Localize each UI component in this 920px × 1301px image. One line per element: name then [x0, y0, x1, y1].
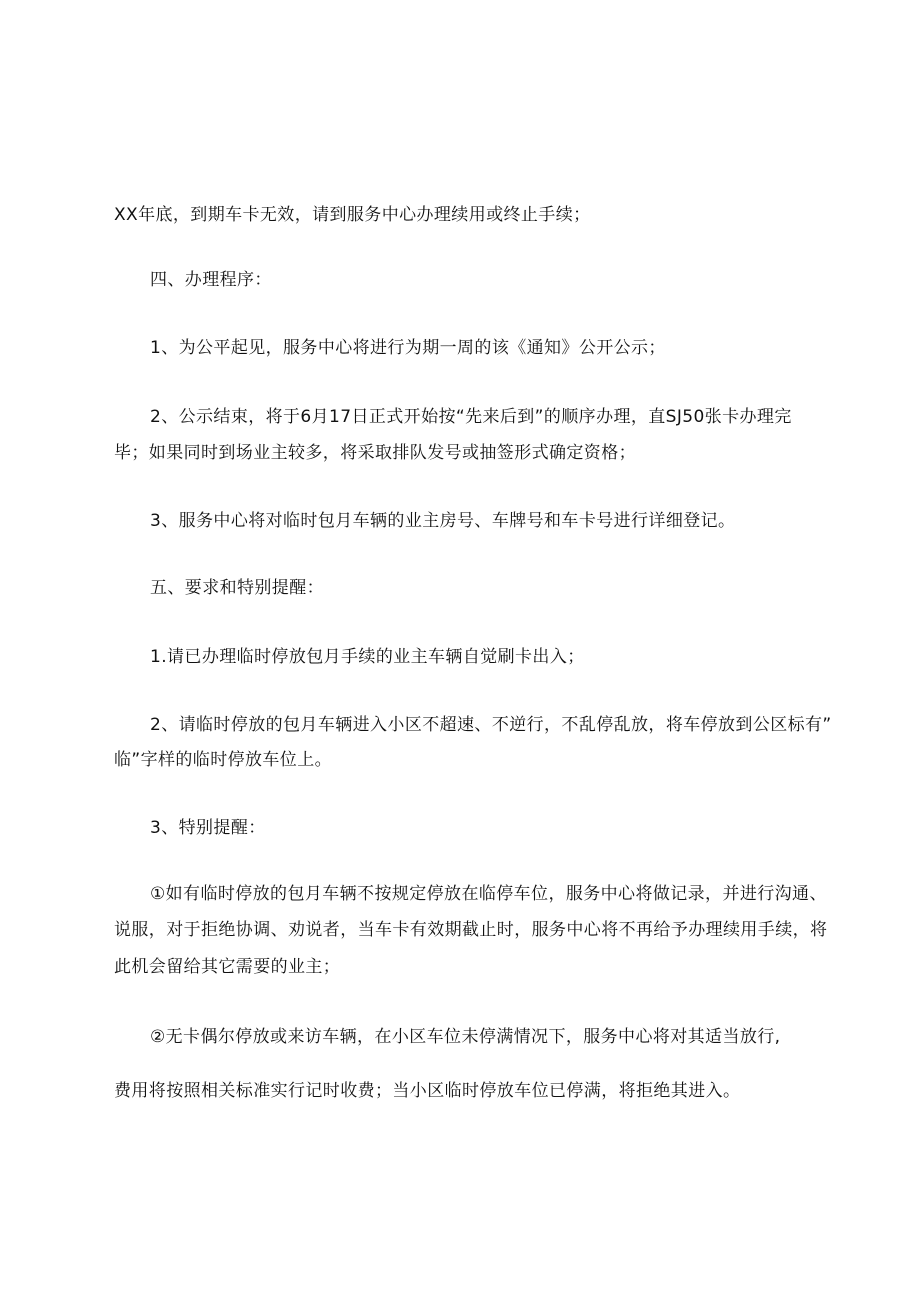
section-heading-requirements: 五、要求和特别提醒： [150, 578, 324, 598]
reminder-1-line-2: 说服，对于拒绝协调、劝说者，当车卡有效期截止时，服务中心将不再给予办理续用手续，将 [114, 920, 828, 940]
procedure-item-3: 3、服务中心将对临时包月车辆的业主房号、车牌号和车卡号进行详细登记。 [150, 511, 736, 531]
procedure-item-1: 1、为公平起见，服务中心将进行为期一周的该《通知》公开公示； [150, 338, 666, 358]
procedure-item-2-line-1: 2、公示结束，将于6月17日正式开始按“先来后到”的顺序办理，直SJ50张卡办理完 [150, 407, 792, 427]
requirement-item-2-line-2: 临”字样的临时停放车位上。 [114, 750, 333, 770]
requirement-item-1: 1.请已办理临时停放包月手续的业主车辆自觉刷卡出入； [150, 647, 585, 667]
reminder-1-line-3: 此机会留给其它需要的业主； [114, 957, 341, 977]
reminder-1-line-1: ①如有临时停放的包月车辆不按规定停放在临停车位，服务中心将做记录，并进行沟通、 [150, 884, 827, 904]
reminder-2-line-1: ②无卡偶尔停放或来访车辆，在小区车位未停满情况下，服务中心将对其适当放行, [150, 1027, 781, 1047]
text-line-continuation: XX年底，到期车卡无效，请到服务中心办理续用或终止手续； [114, 205, 591, 225]
requirement-item-2-line-1: 2、请临时停放的包月车辆进入小区不超速、不逆行，不乱停乱放，将车停放到公区标有” [150, 715, 832, 735]
reminder-2-line-2: 费用将按照相关标准实行记时收费；当小区临时停放车位已停满，将拒绝其进入。 [114, 1081, 741, 1101]
requirement-item-3-heading: 3、特别提醒： [150, 818, 266, 838]
procedure-item-2-line-2: 毕；如果同时到场业主较多，将采取排队发号或抽签形式确定资格； [114, 443, 636, 463]
section-heading-procedure: 四、办理程序： [150, 270, 272, 290]
